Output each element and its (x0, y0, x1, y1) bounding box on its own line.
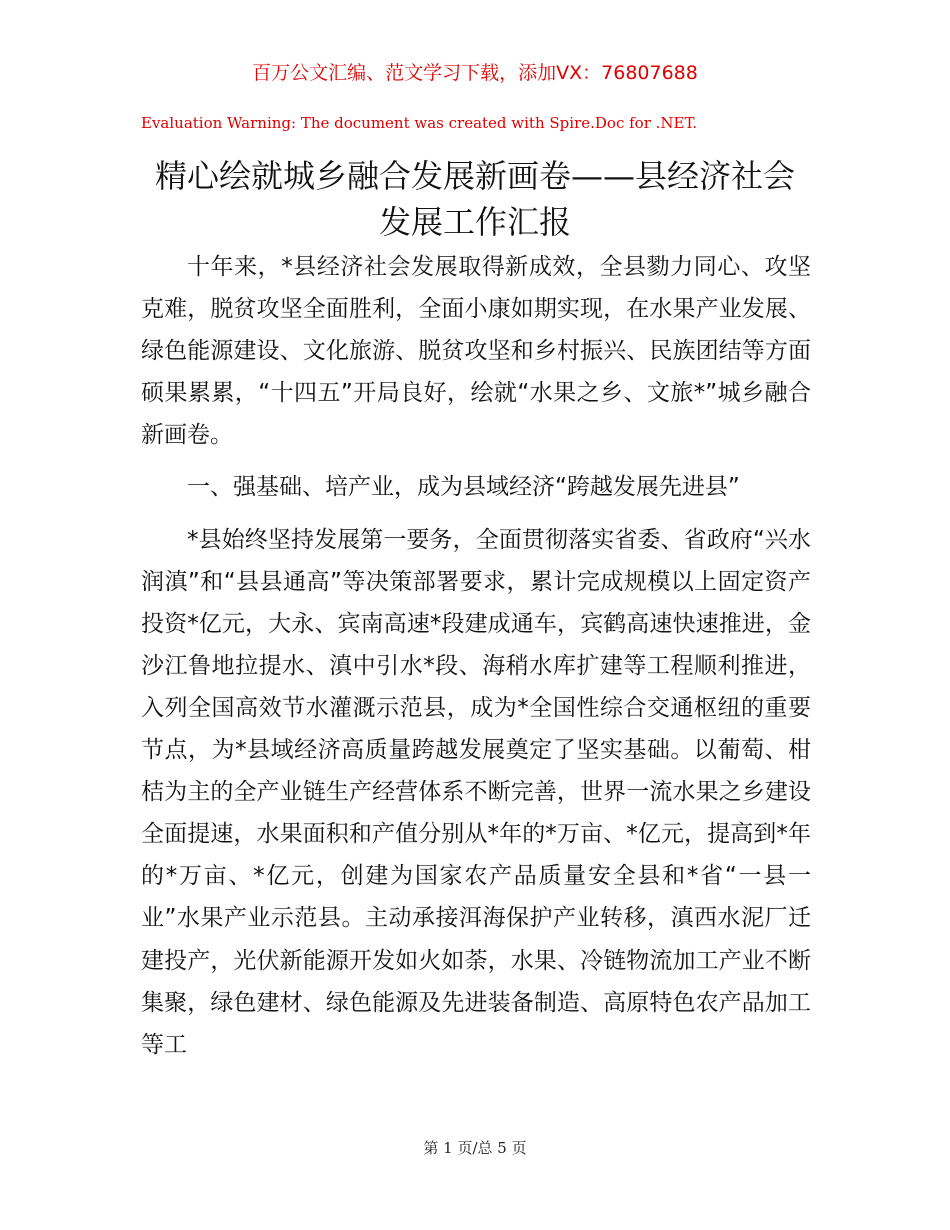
section-heading-1: 一、强基础、培产业，成为县域经济“跨越发展先进县” (187, 474, 740, 501)
document-title (100, 153, 850, 245)
document-title-line-1: 精心绘就城乡融合发展新画卷——县经济社会 (154, 157, 795, 195)
header-banner: 百万公文汇编、范文学习下载，添加VX：76807688 (252, 62, 698, 84)
body-paragraph: *县始终坚持发展第一要务，全面贯彻落实省委、省政府“兴水润滇”和“县县通高”等决策部署要求，累计完成规模以上固定资产投资*亿元，大永、宾南高速*段建成通车，宾鹤高速快速推进，金沙江鲁地拉提水、滇中引水*段、海稍水库扩建等工程顺利推进，入列全国高效节水灌溉示范县，成为*全国性综合交通枢纽的重要节点，为*县域经济高质量跨越发展奠定了坚实基础。以葡萄、柑桔为主的全产业链生产经营体系不断完善，世界一流水果之乡建设全面提速，水果面积和产值分别从*年的*万亩、*亿元，提高到*年的*万亩、*亿元，创建为国家农产品质量安全县和*省“一县一业”水果产业示范县。主动承接洱海保护产业转移，滇西水泥厂迁建投产，光伏新能源开发如火如荼，水果、冷链物流加工产业不断集聚，绿色建材、绿色能源及先进装备制造、高原特色农产品加工等工 (141, 526, 812, 1058)
document-body (141, 246, 811, 1066)
page-indicator: 第 1 页/总 5 页 (423, 1139, 527, 1157)
document-title-line-2: 发展工作汇报 (378, 203, 571, 241)
evaluation-warning: Evaluation Warning: The document was created with Spire.Doc for .NET. (141, 114, 698, 132)
intro-paragraph: 十年来，*县经济社会发展取得新成效，全县勠力同心、攻坚克难，脱贫攻坚全面胜利，全面小康如期实现，在水果产业发展、绿色能源建设、文化旅游、脱贫攻坚和乡村振兴、民族团结等方面硕果累累，“十四五”开局良好，绘就“水果之乡、文旅*”城乡融合新画卷。 (141, 254, 811, 449)
